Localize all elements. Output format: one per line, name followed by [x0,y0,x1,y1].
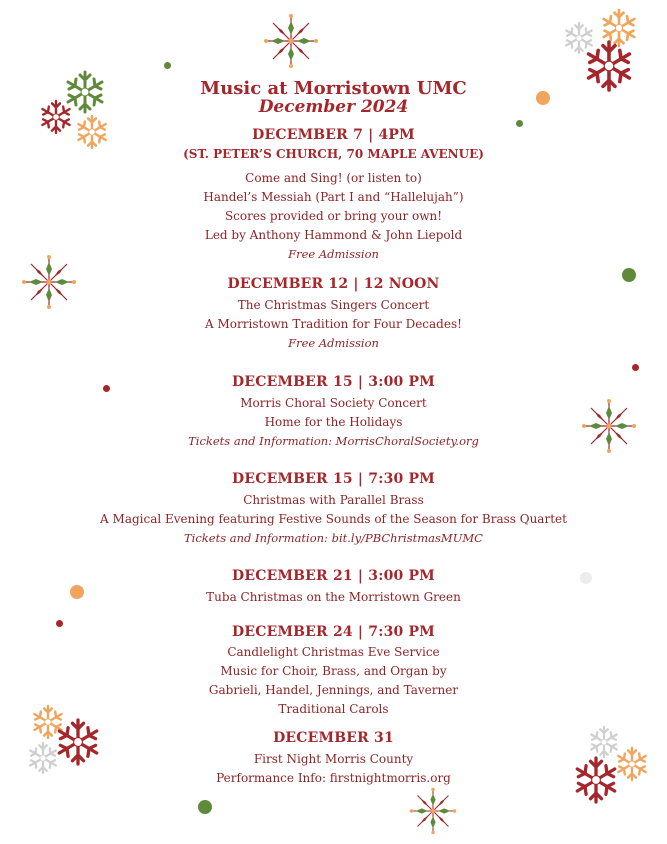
event-line: Scores provided or bring your own! [224,209,443,223]
event-heading: DECEMBER 24 | 7:30 PM [232,624,435,640]
event-line: The Christmas Singers Concert [237,298,430,312]
event-heading: DECEMBER 21 | 3:00 PM [232,568,435,584]
event-dec-24 [0,623,667,719]
event-line: Candlelight Christmas Eve Service [227,645,440,659]
event-line: A Magical Evening featuring Festive Sounds of the Season for Brass Quartet [100,512,567,526]
snowflake-icon-bottom-center [408,786,458,836]
event-tickets: Tickets and Information: bit.ly/PBChristmasMUMC [184,531,483,545]
event-tickets: Tickets and Information: MorrisChoralSociety.org [188,434,479,448]
event-admission: Free Admission [288,336,379,350]
event-line: Performance Info: firstnightmorris.org [216,771,451,785]
event-line: Morris Choral Society Concert [240,396,427,410]
snowflake-icon-top-center [262,12,320,70]
event-line: Tuba Christmas on the Morristown Green [206,590,461,604]
decor-dot [164,62,171,69]
event-line: Led by Anthony Hammond & John Liepold [204,228,463,242]
event-admission: Free Admission [288,247,379,261]
page-subtitle: December 2024 [258,97,409,117]
event-dec-15-afternoon [0,373,667,451]
event-line: Christmas with Parallel Brass [243,493,424,507]
decor-dot [632,364,639,371]
event-dec-31 [0,729,667,788]
event-line: Music for Choir, Brass, and Organ by [220,664,447,678]
event-location: (ST. PETER’S CHURCH, 70 MAPLE AVENUE) [183,147,484,161]
page-title: Music at Morristown UMC [200,78,467,99]
event-dec-12 [0,275,667,353]
event-heading: DECEMBER 15 | 7:30 PM [232,471,435,487]
event-heading: DECEMBER 15 | 3:00 PM [232,374,435,390]
event-line: Handel’s Messiah (Part I and “Hallelujah”) [203,190,464,204]
event-line: First Night Morris County [253,752,414,766]
decor-dot [198,800,212,814]
event-heading: DECEMBER 31 [273,730,394,746]
event-line: Traditional Carols [278,702,389,716]
event-line: Come and Sing! (or listen to) [245,171,422,185]
event-line: Gabrieli, Handel, Jennings, and Taverner [208,683,459,697]
event-line: Home for the Holidays [264,415,403,429]
event-heading: DECEMBER 12 | 12 NOON [227,276,440,292]
event-dec-21 [0,567,667,607]
event-dec-15-evening [0,470,667,548]
event-heading: DECEMBER 7 | 4PM [252,127,415,143]
event-dec-7 [0,126,667,264]
event-line: A Morristown Tradition for Four Decades! [205,317,462,331]
